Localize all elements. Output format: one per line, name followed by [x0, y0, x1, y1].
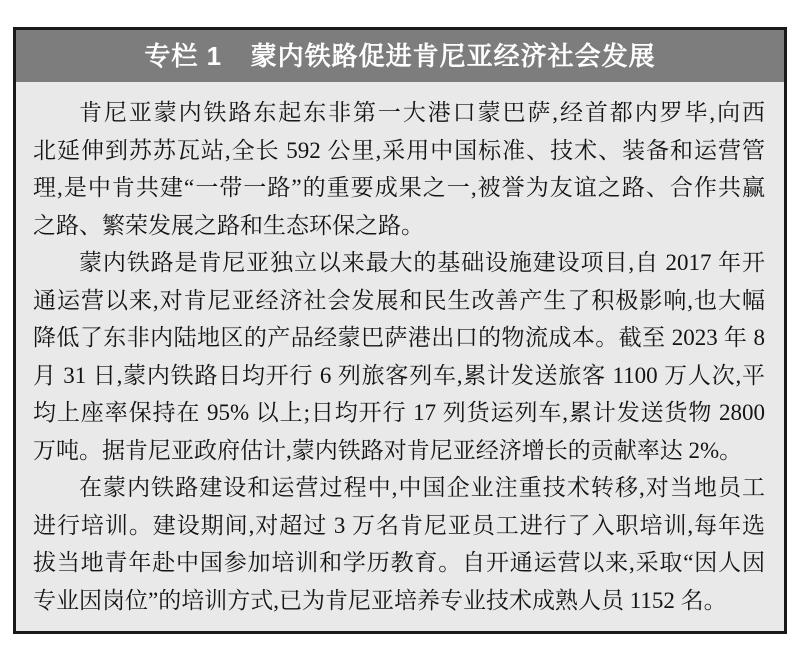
body-line: 理,是中肯共建“一带一路”的重要成果之一,被誉为友谊之路、合作共赢 [33, 175, 765, 200]
body-line: 月 31 日,蒙内铁路日均开行 6 列旅客列车,累计发送旅客 1100 万人次,平 [33, 362, 765, 388]
body-line: 均上座率保持在 95% 以上;日均开行 17 列货运列车,累计发送货物 2800 [33, 400, 765, 425]
body-line: 肯尼亚蒙内铁路东起东非第一大港口蒙巴萨,经首都内罗毕,向西 [79, 100, 765, 125]
column-body-text [16, 82, 784, 619]
body-line: 万吨。据肯尼亚政府估计,蒙内铁路对肯尼亚经济增长的贡献率达 2%。 [33, 437, 743, 463]
body-line: 专业因岗位”的培训方式,已为肯尼亚培养专业技术成熟人员 1152 名。 [33, 587, 727, 613]
body-line: 降低了东非内陆地区的产品经蒙巴萨港出口的物流成本。截至 2023 年 8 [33, 325, 765, 350]
body-line: 在蒙内铁路建设和运营过程中,中国企业注重技术转移,对当地员工 [79, 475, 765, 500]
body-line: 北延伸到苏苏瓦站,全长 592 公里,采用中国标准、技术、装备和运营管 [33, 137, 765, 163]
column-number-label: 专栏 1 [144, 41, 223, 71]
body-line: 蒙内铁路是肯尼亚独立以来最大的基础设施建设项目,自 2017 年开 [79, 250, 765, 275]
body-line: 进行培训。建设期间,对超过 3 万名肯尼亚员工进行了入职培训,每年选 [33, 512, 765, 538]
body-line: 拔当地青年赴中国参加培训和学历教育。自开通运营以来,采取“因人因 [33, 550, 765, 575]
body-line: 之路、繁荣发展之路和生态环保之路。 [33, 212, 424, 238]
body-line: 通运营以来,对肯尼亚经济社会发展和民生改善产生了积极影响,也大幅 [33, 287, 765, 313]
column-title: 蒙内铁路促进肯尼亚经济社会发展 [250, 41, 656, 71]
column-box [13, 27, 787, 634]
column-header [16, 30, 784, 82]
